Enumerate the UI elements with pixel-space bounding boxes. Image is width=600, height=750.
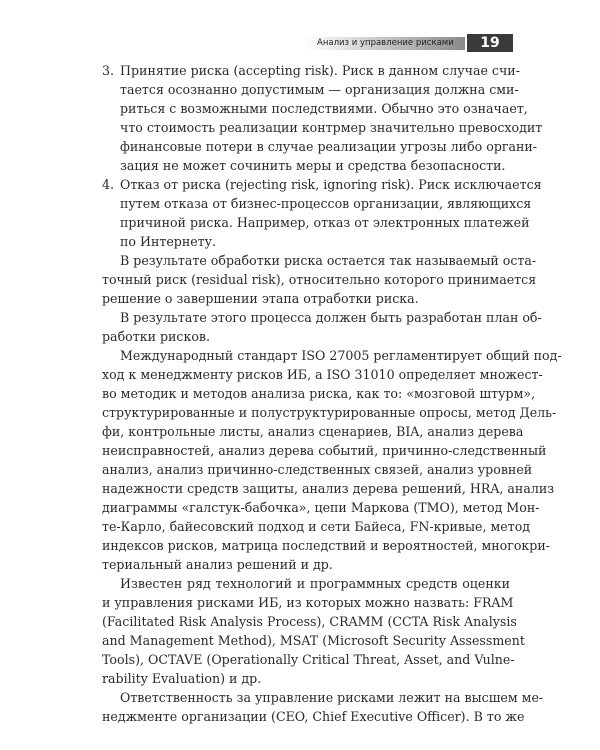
text-line: Известен ряд технологий и программных средств оценки [120,576,510,591]
text-line: причиной риска. Например, отказ от электронных платежей [120,215,530,230]
text-line: (Facilitated Risk Analysis Process), CRAMM (CCTA Risk Analysis [102,614,517,629]
running-header [305,34,513,52]
text-line: анализ, анализ причинно-следственных связей, анализ уровней [102,462,533,477]
list-item [102,175,542,251]
text-line: фи, контрольные листы, анализ сценариев, BIA, анализ дерева [102,424,524,439]
text-line: путем отказа от бизнес-процессов организации, являющихся [120,196,532,211]
paragraph [102,346,562,574]
text-line: финансовые потери в случае реализации угрозы либо органи- [120,139,538,154]
list-marker: 3. [102,63,115,78]
text-line: and Management Method), MSAT (Microsoft Security Assessment [102,633,525,648]
text-line: Ответственность за управление рисками лежит на высшем ме- [120,690,544,705]
paragraph [102,308,542,346]
text-line: rability Evaluation) и др. [102,671,262,686]
page-body [102,61,562,726]
text-line: Отказ от риска (rejecting risk, ignoring risk). Риск исключается [120,177,542,192]
text-line: Tools), OCTAVE (Operationally Critical Threat, Asset, and Vulne- [102,652,515,667]
text-line: решение о завершении этапа отработки риска. [102,291,419,306]
text-line: Принятие риска (accepting risk). Риск в данном случае счи- [120,63,520,78]
text-line: неджменте организации (CEO, Chief Executive Officer). В то же [102,709,525,724]
page-number: 19 [467,34,513,52]
text-line: индексов рисков, матрица последствий и вероятностей, многокри- [102,538,551,553]
text-line: териальный анализ решений и др. [102,557,333,572]
paragraph [102,688,544,726]
header-title: Анализ и управление рисками [317,38,454,48]
text-line: структурированные и полуструктурированные опросы, метод Дель- [102,405,557,420]
text-line: диаграммы «галстук-бабочка», цепи Маркова (TMO), метод Мон- [102,500,540,515]
text-line: ход к менеджменту рисков ИБ, а ISO 31010 определяет множест- [102,367,543,382]
text-line: риться с возможными последствиями. Обычно это означает, [120,101,528,116]
text-line: работки рисков. [102,329,211,344]
text-line: зация не может сочинить меры и средства безопасности. [120,158,506,173]
text-line: точный риск (residual risk), относительно которого принимается [102,272,537,287]
text-line: В результате этого процесса должен быть разработан план об- [120,310,542,325]
text-line: во методик и методов анализа риска, как то: «мозговой штурм», [102,386,536,401]
text-line: тается осознанно допустимым — организация должна сми- [120,82,519,97]
text-line: надежности средств защиты, анализ дерева решений, HRA, анализ [102,481,555,496]
text-line: те-Карло, байесовский подход и сети Байеса, FN-кривые, метод [102,519,531,534]
list-marker: 4. [102,177,115,192]
text-line: В результате обработки риска остается так называемый оста- [120,253,537,268]
text-line: что стоимость реализации контрмер значительно превосходит [120,120,543,135]
text-line: и управления рисками ИБ, из которых можно назвать: FRAM [102,595,514,610]
paragraph [102,251,537,308]
text-line: неисправностей, анализ дерева событий, причинно-следственный [102,443,547,458]
text-line: по Интернету. [120,234,217,249]
paragraph [102,574,525,688]
list-item [102,61,543,175]
text-line: Международный стандарт ISO 27005 регламентирует общий под- [120,348,562,363]
